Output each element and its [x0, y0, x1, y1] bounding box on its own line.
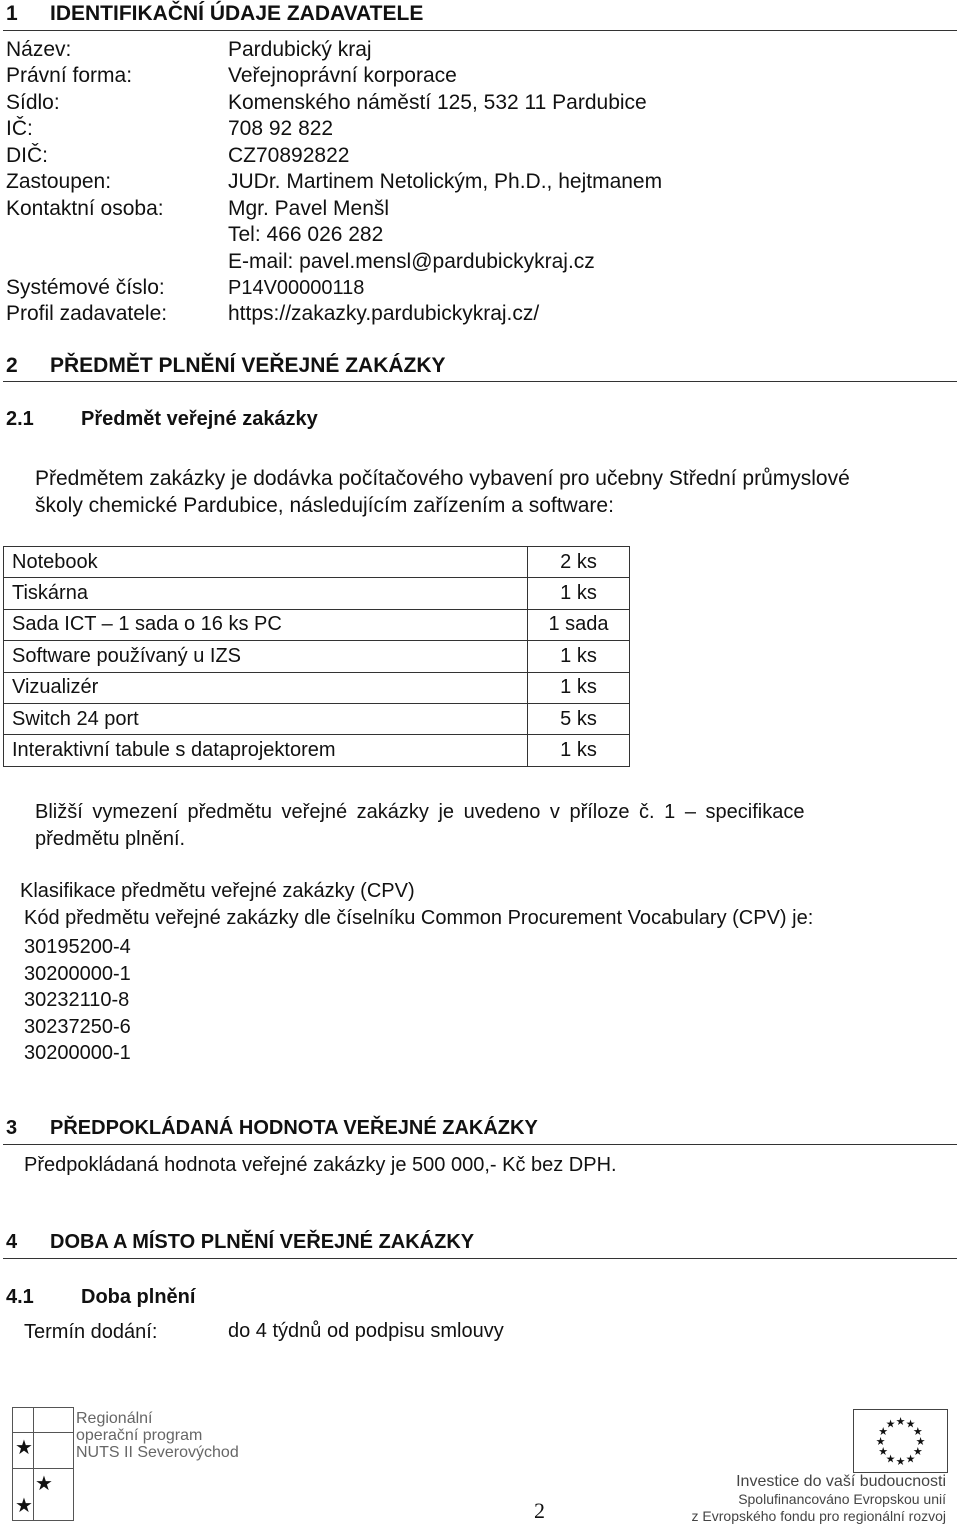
seat-label: Sídlo:: [6, 91, 60, 114]
cpv-code: 30195200-4: [24, 936, 131, 958]
eu-logo-text: [690, 1472, 946, 1525]
rop-logo: [12, 1407, 74, 1521]
star-icon: ★: [878, 1425, 889, 1438]
table-row: [4, 672, 630, 703]
system-number-value: P14V00000118: [228, 277, 365, 299]
star-icon: ★: [875, 1435, 886, 1448]
table-row: [4, 703, 630, 734]
item-quantity: 1 ks: [528, 578, 630, 609]
cpv-intro: Kód předmětu veřejné zakázky dle číselníku Common Procurement Vocabulary (CPV) je:: [24, 907, 814, 929]
section-title: DOBA A MÍSTO PLNĚNÍ VEŘEJNÉ ZAKÁZKY: [50, 1231, 475, 1253]
cpv-code-list: [24, 934, 131, 1067]
section-rule: [3, 381, 957, 382]
item-quantity: 2 ks: [528, 547, 630, 578]
star-icon: ★: [895, 1415, 906, 1428]
item-quantity: 1 sada: [528, 609, 630, 640]
section-title: Doba plnění: [81, 1286, 196, 1308]
detail-line-2: předmětu plnění.: [35, 828, 186, 850]
section-title: PŘEDMĚT PLNĚNÍ VEŘEJNÉ ZAKÁZKY: [50, 354, 446, 377]
rop-line-1: Regionální: [76, 1410, 153, 1427]
contact-tel: Tel: 466 026 282: [228, 223, 384, 246]
star-icon: ★: [895, 1455, 906, 1468]
represented-label: Zastoupen:: [6, 170, 112, 193]
represented-value: JUDr. Martinem Netolickým, Ph.D., hejtmanem: [228, 170, 663, 193]
star-icon: ★: [915, 1435, 926, 1448]
rop-line-3: NUTS II Severovýchod: [76, 1444, 239, 1461]
section-rule: [3, 1258, 957, 1259]
section-number: 3: [6, 1117, 18, 1139]
ic-label: IČ:: [6, 117, 33, 140]
star-icon: ★: [905, 1417, 916, 1431]
dic-value: CZ70892822: [228, 144, 350, 167]
table-row: [4, 641, 630, 672]
item-name: Vizualizér: [4, 672, 528, 703]
table-row: [4, 547, 630, 578]
cpv-code: 30200000-1: [24, 1042, 131, 1064]
star-icon: ★: [885, 1417, 896, 1431]
ic-value: 708 92 822: [228, 117, 334, 140]
page-number: 2: [534, 1498, 545, 1523]
eu-line-1: Investice do vaší budoucnosti: [736, 1473, 946, 1490]
legal-form-value: Veřejnoprávní korporace: [228, 64, 457, 87]
cpv-title: Klasifikace předmětu veřejné zakázky (CPV): [20, 880, 415, 902]
section-number: 2: [6, 354, 18, 377]
star-icon: ★: [912, 1445, 923, 1458]
table-row: [4, 609, 630, 640]
table-row: [4, 735, 630, 766]
section-number: 4: [6, 1231, 18, 1253]
cpv-code: 30237250-6: [24, 1015, 131, 1038]
eu-flag: [853, 1409, 948, 1473]
system-number-label: Systémové číslo:: [6, 276, 165, 299]
delivery-term-value: do 4 týdnů od podpisu smlouvy: [228, 1320, 504, 1342]
star-icon: ★: [15, 1437, 33, 1459]
section-number: 1: [6, 2, 18, 25]
item-quantity: 1 ks: [528, 735, 630, 766]
name-value: Pardubický kraj: [228, 38, 372, 61]
table-row: [4, 578, 630, 609]
item-quantity: 1 ks: [528, 672, 630, 703]
section-title: PŘEDPOKLÁDANÁ HODNOTA VEŘEJNÉ ZAKÁZKY: [50, 1117, 538, 1139]
section-1-heading: [6, 2, 423, 26]
cpv-code: 30200000-1: [24, 962, 131, 985]
star-icon: ★: [885, 1452, 896, 1466]
contact-label: Kontaktní osoba:: [6, 197, 164, 220]
star-icon: ★: [35, 1473, 53, 1495]
profile-label: Profil zadavatele:: [6, 302, 168, 325]
section-rule: [3, 1144, 957, 1145]
contact-email: E-mail: pavel.mensl@pardubickykraj.cz: [228, 250, 595, 273]
star-icon: ★: [912, 1425, 923, 1438]
star-icon: ★: [878, 1445, 889, 1458]
section-4-heading: [6, 1231, 474, 1254]
star-icon: ★: [15, 1495, 33, 1517]
section-4-1-heading: [6, 1286, 195, 1309]
legal-form-label: Právní forma:: [6, 64, 133, 87]
estimated-value-text: Předpokládaná hodnota veřejné zakázky je 500 000,- Kč bez DPH.: [24, 1154, 617, 1176]
delivery-term-label: Termín dodání:: [24, 1321, 158, 1343]
contact-value: Mgr. Pavel Menšl: [228, 197, 390, 220]
item-name: Notebook: [4, 547, 528, 578]
items-table: [3, 546, 630, 767]
section-title: IDENTIFIKAČNÍ ÚDAJE ZADAVATELE: [50, 2, 424, 25]
seat-value: Komenského náměstí 125, 532 11 Pardubice: [228, 91, 647, 114]
section-rule: [3, 30, 957, 31]
star-icon: ★: [905, 1452, 916, 1466]
profile-link[interactable]: https://zakazky.pardubickykraj.cz/: [228, 302, 540, 325]
item-name: Interaktivní tabule s dataprojektorem: [4, 735, 528, 766]
item-name: Tiskárna: [4, 578, 528, 609]
rop-logo-text: [76, 1410, 239, 1461]
section-3-heading: [6, 1117, 538, 1140]
subject-intro-line-1: Předmětem zakázky je dodávka počítačového vybavení pro učebny Střední průmyslové: [35, 467, 850, 490]
section-number: 2.1: [6, 408, 34, 430]
section-2-heading: [6, 354, 446, 378]
item-name: Switch 24 port: [4, 703, 528, 734]
section-2-1-heading: [6, 408, 318, 431]
eu-stars-icon: [854, 1410, 947, 1472]
item-quantity: 5 ks: [528, 703, 630, 734]
eu-line-2: Spolufinancováno Evropskou unií: [738, 1491, 946, 1507]
dic-label: DIČ:: [6, 144, 48, 167]
subject-intro-line-2: školy chemické Pardubice, následujícím zařízením a software:: [35, 494, 614, 517]
cpv-code: 30232110-8: [24, 989, 130, 1011]
rop-line-2: operační program: [76, 1427, 203, 1444]
item-quantity: 1 ks: [528, 641, 630, 672]
name-label: Název:: [6, 38, 72, 61]
detail-line-1: Bližší vymezení předmětu veřejné zakázky je uvedeno v příloze č. 1 – specifikace: [35, 801, 805, 823]
section-number: 4.1: [6, 1286, 34, 1308]
item-name: Sada ICT – 1 sada o 16 ks PC: [4, 609, 528, 640]
eu-line-3: z Evropského fondu pro regionální rozvoj: [691, 1508, 946, 1524]
section-title: Předmět veřejné zakázky: [81, 408, 318, 430]
item-name: Software používaný u IZS: [4, 641, 528, 672]
